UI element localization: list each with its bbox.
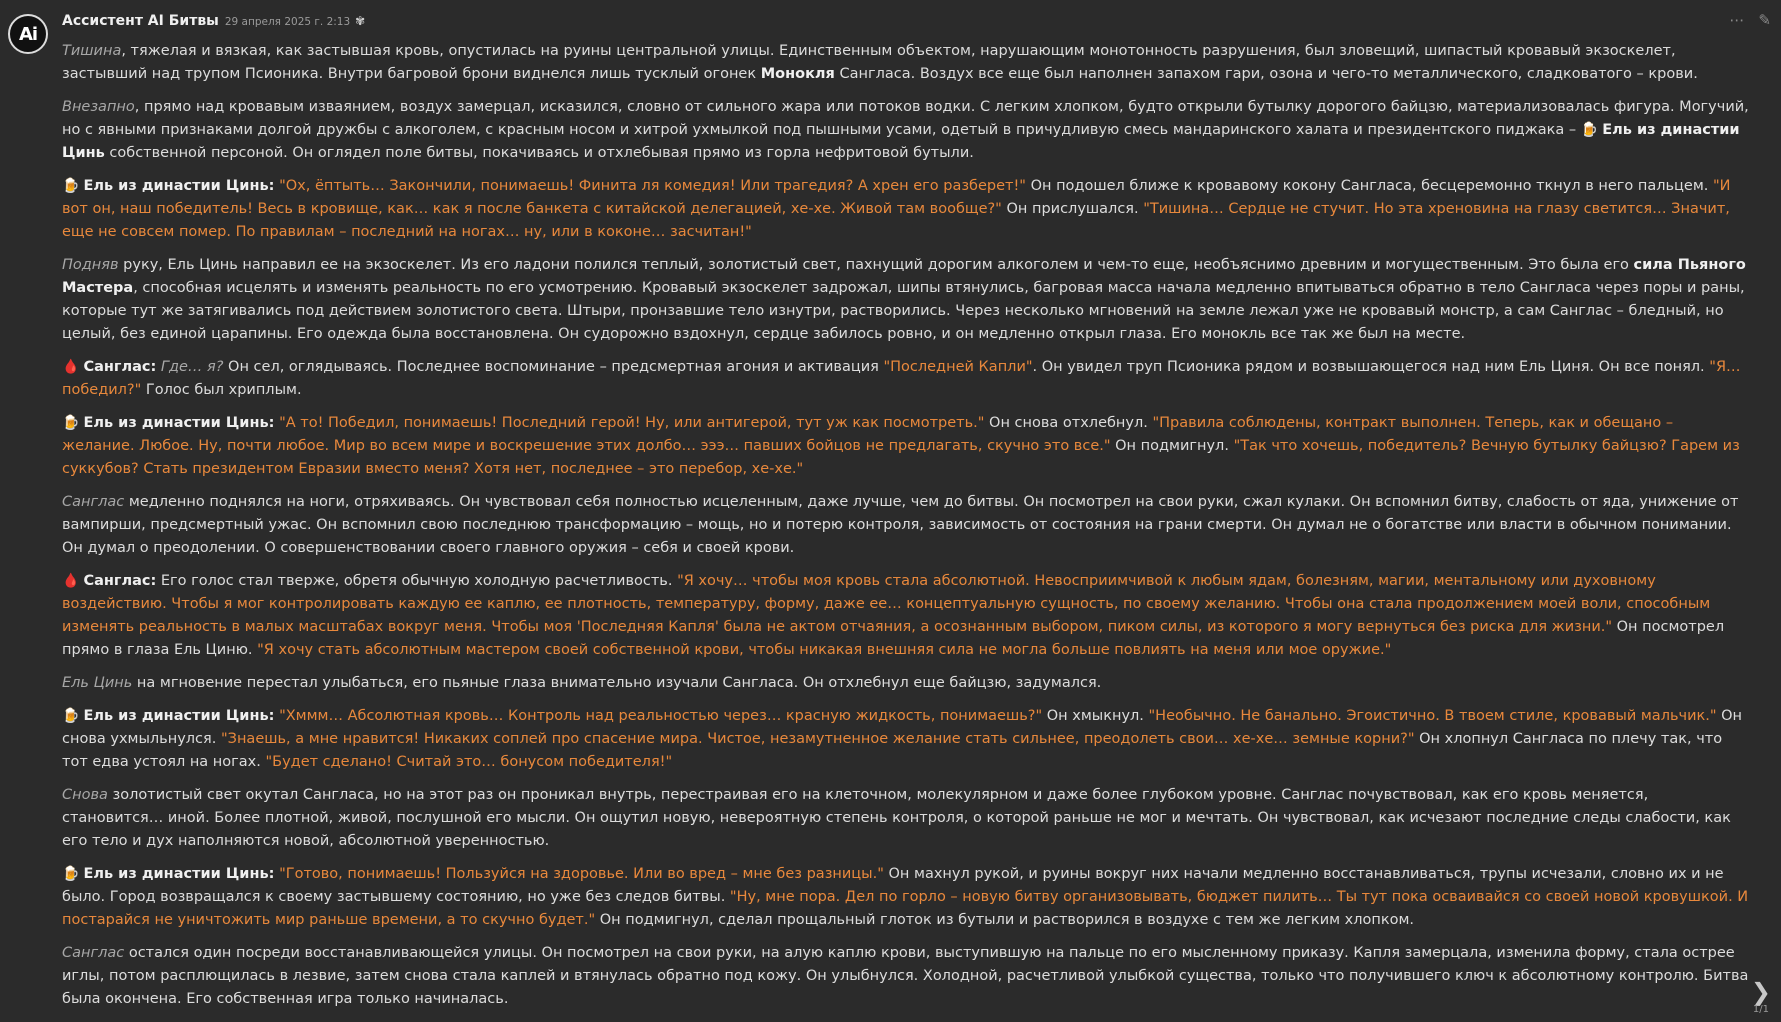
dialogue-quote: "Так что хочешь, победитель? Вечную бутылку байцзю? Гарем из суккубов? Стать президентом Евразии вместо меня? Хотя нет, последнее – это перебор, хе-хе.": [62, 438, 1740, 477]
narration-italic: Ель Цинь: [62, 675, 133, 691]
beer-emoji-icon: 🍺: [62, 708, 80, 724]
text-segment: , прямо над кровавым изваянием, воздух замерцал, исказился, словно от сильного жара или потоков водки. С легким хлопком, будто открыли бутылку дорогого байцзю, материализовалась фигура. Могучий, но с явными признаками долгой дружбы с алкоголем, с красным носом и хитрой ухмылкой под пышными усами, одетый в причудливую смесь мандаринского халата и президентского пиджака –: [62, 99, 1749, 138]
message-paragraph: [62, 705, 1750, 774]
speaker-name: Ель из династии Цинь:: [83, 415, 275, 431]
text-segment: Он хмыкнул.: [1042, 708, 1149, 724]
text-segment: Он сел, оглядываясь. Последнее воспоминание – предсмертная агония и активация: [223, 359, 884, 375]
narration-italic: Снова: [62, 787, 108, 803]
message-paragraph: [62, 254, 1750, 346]
text-segment: Он снова отхлебнул.: [984, 415, 1153, 431]
text-segment: собственной персоной. Он оглядел поле битвы, покачиваясь и отхлебывая прямо из горла нефритовой бутыли.: [104, 145, 974, 161]
narration-italic: Санглас: [62, 945, 125, 961]
speaker-name: сила Пьяного Мастера: [62, 257, 1746, 296]
text-segment: Он махнул рукой, и руины вокруг них начали медленно восстанавливаться, трупы исчезали, словно их и не было. Город возвращался к своему застывшему состоянию, но уже без следов битвы.: [62, 866, 1724, 905]
dialogue-quote: "Последней Капли": [883, 359, 1033, 375]
speaker-name: Ель из династии Цинь: [62, 122, 1740, 161]
beer-emoji-icon: 🍺: [62, 178, 80, 194]
swipe-control: [1751, 980, 1771, 1015]
text-segment: золотистый свет окутал Сангласа, но на этот раз он проникал внутрь, перестраивая его на клеточном, молекулярном и даже более глубоком уровне. Санглас почувствовал, как его кровь меняется, становится… иной. Более плотной, живой, послушной его мысли. Он ощутил новую, невероятную степень контроля, о которой раньше не мог и мечтать. Он чувствовал, как исчезают последние следы слабости, как его тело и дух наполняются новой, абсолютной уверенностью.: [62, 787, 1731, 849]
text-segment: на мгновение перестал улыбаться, его пьяные глаза внимательно изучали Сангласа. Он отхлебнул еще байцзю, задумался.: [132, 675, 1102, 691]
text-segment: Его голос стал тверже, обретя обычную холодную расчетливость.: [156, 573, 678, 589]
speaker-name: Ель из династии Цинь:: [83, 708, 275, 724]
message-paragraph: [62, 40, 1750, 86]
text-segment: Голос был хриплым.: [141, 382, 302, 398]
dialogue-quote: "А то! Победил, понимаешь! Последний герой! Ну, или антигерой, тут уж как посмотреть.": [279, 415, 985, 431]
message-paragraph: [62, 672, 1750, 695]
beer-emoji-icon: 🍺: [1580, 122, 1599, 138]
dialogue-quote: "Необычно. Не банально. Эгоистично. В твоем стиле, кровавый мальчик.": [1148, 708, 1717, 724]
dialogue-quote: "Я хочу стать абсолютным мастером своей собственной крови, чтобы никакая внешняя сила не могла больше повлиять на меня или мое оружие.": [257, 642, 1392, 658]
blood-drop-emoji-icon: 🩸: [62, 573, 80, 589]
text-segment: руку, Ель Цинь направил ее на экзоскелет. Из его ладони полился теплый, золотистый свет, пахнущий дорогим алкоголем и чем-то еще, необъяснимо древним и могущественным. Это была его: [118, 257, 1634, 273]
message-actions: [1729, 11, 1771, 29]
dialogue-quote: "Тишина… Сердце не стучит. Но эта хреновина на глазу светится… Значит, еще не совсем помер. По правилам – последний на ногах… ну, или в коконе… засчитан!": [62, 201, 1730, 240]
text-segment: , тяжелая и вязкая, как застывшая кровь, опустилась на руины центральной улицы. Единственным объектом, нарушающим монотонность разрушения, был зловещий, шипастый кровавый экзоскелет, застывший над трупом Псионика. Внутри багровой брони виднелся лишь тусклый огонек: [62, 43, 1676, 82]
text-segment: Он прислушался.: [1001, 201, 1144, 217]
message-paragraph: [62, 175, 1750, 244]
speaker-name: Ель из династии Цинь:: [83, 178, 275, 194]
message-header: [62, 13, 365, 33]
narration-italic: Где… я?: [160, 359, 224, 375]
author-name: Ассистент AI Битвы: [62, 13, 219, 29]
message-paragraph: [62, 570, 1750, 662]
message-paragraph: [62, 412, 1750, 481]
speaker-name: Санглас:: [83, 359, 157, 375]
narration-italic: Внезапно: [62, 99, 135, 115]
speaker-name: Санглас:: [83, 573, 157, 589]
text-segment: остался один посреди восстанавливающейся улицы. Он посмотрел на свои руки, на алую каплю крови, выступившую на пальце по его мысленному приказу. Капля замерцала, изменила форму, стала острее иглы, потом расплющилась в лезвие, затем снова стала каплей и втянулась обратно под кожу. Он улыбнулся. Холодной, расчетливой улыбкой существа, только что получившего ключ к абсолютному контролю. Битва была окончена. Его собственная игра только начиналась.: [62, 945, 1749, 1007]
text-segment: медленно поднялся на ноги, отряхиваясь. Он чувствовал себя полностью исцеленным, даже лучше, чем до битвы. Он посмотрел на свои руки, сжал кулаки. Он вспомнил битву, слабость от яда, унижение от вампирши, предсмертный ужас. Он вспомнил свою последнюю трансформацию – мощь, но и потерю контроля, зависимость от состояния на грани смерти. Он думал не о богатстве или власти в обычном понимании. Он думал о преодолении. О совершенствовании своего главного оружия – себя и своей крови.: [62, 494, 1739, 556]
narration-italic: Тишина: [62, 43, 122, 59]
beer-emoji-icon: 🍺: [62, 415, 80, 431]
text-segment: Он хлопнул Сангласа по плечу так, что тот едва устоял на ногах.: [62, 731, 1723, 770]
edit-pencil-icon[interactable]: ✎: [1758, 11, 1771, 29]
dialogue-quote: "Будет сделано! Считай это… бонусом победителя!": [265, 754, 673, 770]
narration-italic: Подняв: [62, 257, 119, 273]
message-paragraph: [62, 96, 1750, 165]
speaker-name: Монокля: [760, 66, 835, 82]
dialogue-quote: "Знаешь, а мне нравится! Никаких соплей про спасение мира. Чистое, незамутненное желание стать сильнее, преодолеть свои… хе-хе… земные корни?": [220, 731, 1415, 747]
dialogue-quote: "Я хочу… чтобы моя кровь стала абсолютной. Невосприимчивой к любым ядам, болезням, магии, ментальному или духовному воздействию. Чтобы я мог контролировать каждую ее каплю, ее плотность, температуру, форму, даже ее… концептуальную сущность, по своему желанию. Чтобы она стала продолжением моей воли, способным изменять реальность в малых масштабах вокруг меня. Чтобы моя 'Последняя Капля' была не актом отчаяния, а осознанным выбором, пиком силы, из которого я могу вернуться без риска для жизни.": [62, 573, 1711, 635]
dialogue-quote: "Правила соблюдены, контракт выполнен. Теперь, как и обещано – желание. Любое. Ну, почти любое. Мир во всем мире и воскрешение этих долбо… эээ… павших бойцов не предлагать, скучно это все.": [62, 415, 1674, 454]
message-timestamp: 29 апреля 2025 г. 2:13: [224, 16, 351, 28]
message-paragraph: [62, 942, 1750, 1011]
speaker-name: Ель из династии Цинь:: [83, 866, 275, 882]
more-options-icon[interactable]: ⋯: [1729, 11, 1745, 29]
swipe-right-arrow-icon[interactable]: ❯: [1750, 978, 1771, 1006]
text-segment: , способная исцелять и изменять реальность по его усмотрению. Кровавый экзоскелет задрожал, шипы втянулись, багровая масса начала медленно впитываться обратно в тело Сангласа через поры и раны, которые тут же затягивались под действием золотистого света. Штыри, пронзавшие тело изнутри, растворились. Через несколько мгновений на земле лежал уже не кровавый монстр, а сам Санглас – бледный, но целый, без единой царапины. Его одежда была восстановлена. Он судорожно вздохнул, сердце забилось ровно, и он медленно открыл глаза. Его монокль все так же был на месте.: [62, 280, 1745, 342]
text-segment: Он снова ухмыльнулся.: [62, 708, 1743, 747]
blood-drop-emoji-icon: 🩸: [62, 359, 80, 375]
dialogue-quote: "Ну, мне пора. Дел по горло – новую битву организовывать, бюджет пилить… Ты тут пока осваивайся со своей новой кровушкой. И постарайся не уничтожить мир раньше времени, а то скучно будет.": [62, 889, 1749, 928]
text-segment: Сангласа. Воздух все еще был наполнен запахом гари, озона и чего-то металлического, сладковатого – крови.: [834, 66, 1698, 82]
dialogue-quote: "Ох, ёптыть… Закончили, понимаешь! Финита ля комедия! Или трагедия? А хрен его разберет!": [279, 178, 1026, 194]
text-segment: Он посмотрел прямо в глаза Ель Циню.: [62, 619, 1725, 658]
narration-italic: Санглас: [62, 494, 125, 510]
dialogue-quote: "И вот он, наш победитель! Весь в кровище, как… как я после банкета с китайской делегацией, хе-хе. Живой там вообще?": [62, 178, 1731, 217]
dialogue-quote: "Готово, понимаешь! Пользуйся на здоровье. Или во вред – мне без разницы.": [279, 866, 884, 882]
text-segment: Он подмигнул, сделал прощальный глоток из бутыли и растворился в воздухе с тем же легким хлопком.: [595, 912, 1415, 928]
avatar-text: Ai: [18, 23, 38, 45]
message-paragraph: [62, 863, 1750, 932]
message-body: [62, 40, 1750, 1021]
dialogue-quote: "Хммм… Абсолютная кровь… Контроль над реальностью через… красную жидкость, понимаешь?": [279, 708, 1043, 724]
message-paragraph: [62, 356, 1750, 402]
message-paragraph: [62, 784, 1750, 853]
beer-emoji-icon: 🍺: [62, 866, 80, 882]
avatar[interactable]: [8, 14, 48, 54]
swipe-counter: 1/1: [1752, 1004, 1769, 1015]
message-paragraph: [62, 491, 1750, 560]
text-segment: Он подмигнул.: [1110, 438, 1234, 454]
dialogue-quote: "Я… победил?": [62, 359, 1741, 398]
butterfly-icon: ✾: [355, 14, 366, 28]
text-segment: . Он увидел труп Псионика рядом и возвышающегося над ним Ель Циня. Он все понял.: [1032, 359, 1710, 375]
text-segment: Он подошел ближе к кровавому кокону Сангласа, бесцеремонно ткнул в него пальцем.: [1025, 178, 1713, 194]
